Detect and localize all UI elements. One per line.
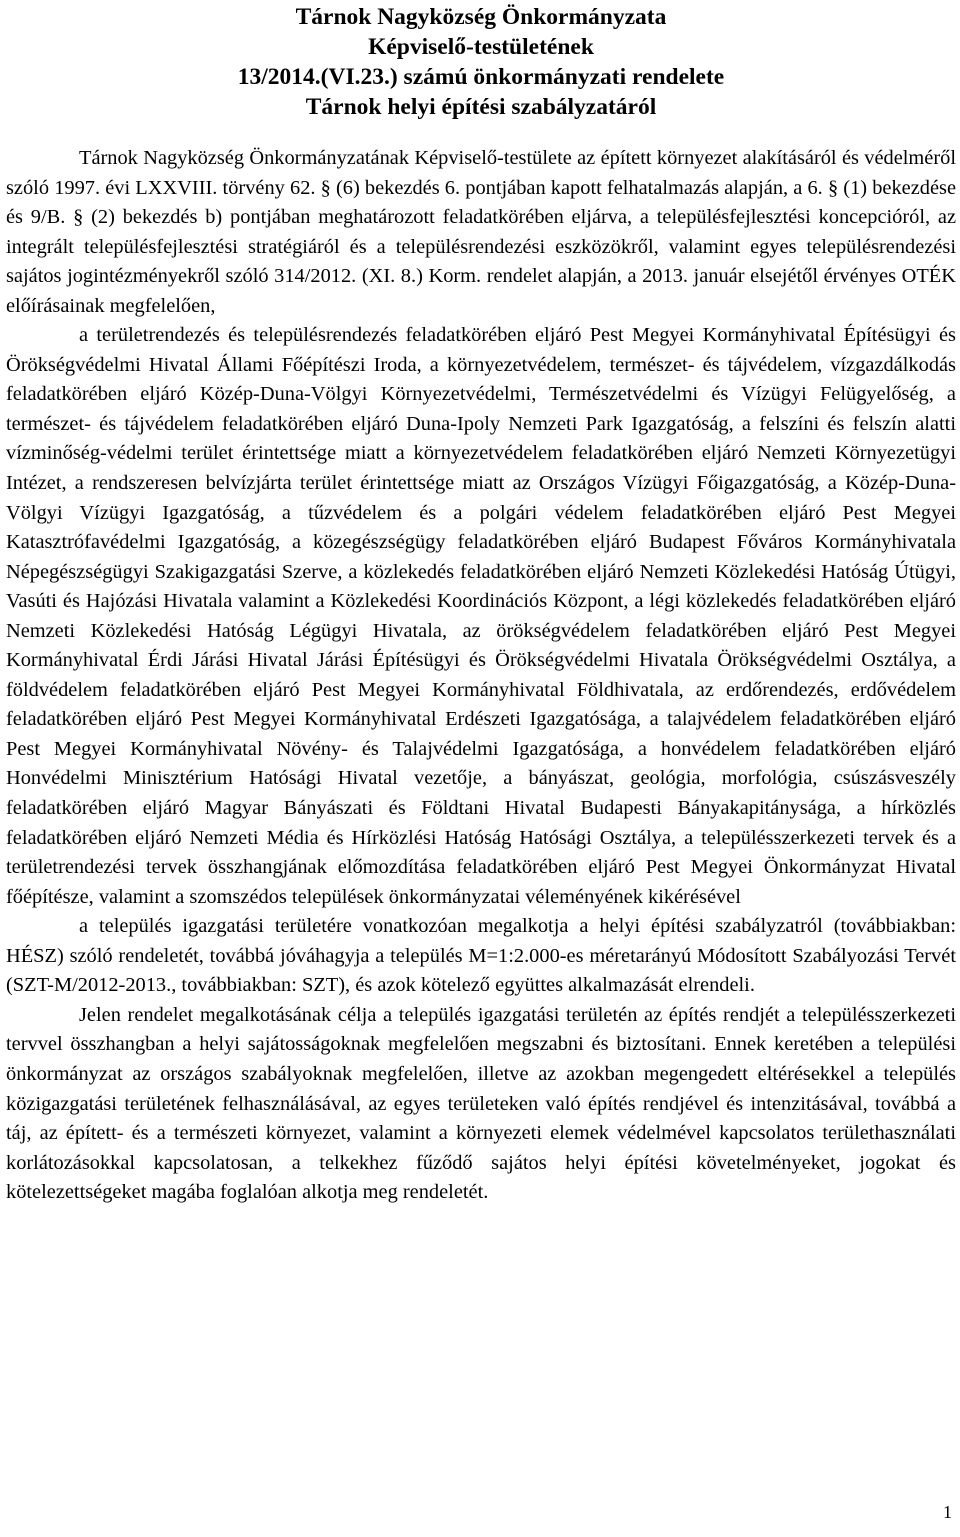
document-body [6,144,956,1208]
title-line-3: 13/2014.(VI.23.) számú önkormányzati rendelete [237,64,725,90]
page-number: 1 [943,1502,952,1522]
preamble-paragraph: Tárnok Nagyközség Önkormányzatának Képviselő-testülete az épített környezet alakításáról és védelméről szóló 1997. évi LXXVIII. törvény 62. § (6) bekezdés 6. pontjában kapott felhatalmazás alapján, a 6. § (1) bekezdése és 9/B. § (2) bekezdés b) pontjában meghatározott feladatkörében eljárva, a településfejlesztési koncepcióról, az integrált településfejlesztési stratégiáról és a településrendezési eszközökről, valamint egyes településrendezési sajátos jogintézményekről szóló 314/2012. (XI. 8.) Korm. rendelet alapján, a 2013. január elsejétől érvényes OTÉK előírásainak megfelelően, [6,147,956,317]
title-line-2: Képviselő-testületének [368,34,594,60]
authorities-paragraph: a területrendezés és településrendezés feladatkörében eljáró Pest Megyei Kormányhivatal Építésügyi és Örökségvédelmi Hivatal Állami Főépítészi Iroda, a környezetvédelem, természet- és tájvédelem, vízgazdálkodás feladatkörében eljáró Közép-Duna-Völgyi Környezetvédelmi, Természetvédelmi és Vízügyi Felügyelőség, a természet- és tájvédelem feladatkörében eljáró Duna-Ipoly Nemzeti Park Igazgatóság, a felszíni és felszín alatti vízminőség-védelmi terület érintettsége miatt a környezetvédelem feladatkörében eljáró Nemzeti Környezetügyi Intézet, a rendszeresen belvízjárta terület érintettsége miatt az Országos Vízügyi Főigazgatóság, a Közép-Duna-Völgyi Vízügyi Igazgatóság, a tűzvédelem és a polgári védelem feladatkörében eljáró Pest Megyei Katasztrófavédelmi Igazgatóság, a közegészségügy feladatkörében eljáró Budapest Főváros Kormányhivatala Népegészségügyi Szakigazgatási Szerve, a közlekedés feladatkörében eljáró Nemzeti Közlekedési Hatóság Útügyi, Vasúti és Hajózási Hivatala valamint a Közlekedési Koordinációs Központ, a légi közlekedés feladatkörében eljáró Nemzeti Közlekedési Hatóság Légügyi Hivatala, az örökségvédelem feladatkörében eljáró Pest Megyei Kormányhivatal Érdi Járási Hivatal Járási Építésügyi és Örökségvédelmi Hivatala Örökségvédelmi Osztálya, a földvédelem feladatkörében eljáró Pest Megyei Kormányhivatal Földhivatala, az erdőrendezés, erdővédelem feladatkörében eljáró Pest Megyei Kormányhivatal Erdészeti Igazgatósága, a talajvédelem feladatkörében eljáró Pest Megyei Kormányhivatal Növény- és Talajvédelmi Igazgatósága, a honvédelem feladatkörében eljáró Honvédelmi Minisztérium Hatósági Hivatal vezetője, a bányászat, geológia, morfológia, csúszásveszély feladatkörében eljáró Magyar Bányászati és Földtani Hivatal Budapesti Bányakapitánysága, a hírközlés feladatkörében eljáró Nemzeti Média és Hírközlési Hatóság Hatósági Osztálya, a településszerkezeti tervek és a területrendezési tervek összhangjának előmozdítása feladatkörében eljáró Pest Megyei Önkormányzat Hivatal főépítésze, valamint a szomszédos települések önkormányzatai véleményének kikérésével [6,324,956,908]
purpose-paragraph: Jelen rendelet megalkotásának célja a település igazgatási területén az építés rendjét a településszerkezeti tervvel összhangban a helyi sajátosságoknak megfelelően megszabni és biztosítani. Ennek keretében a települési önkormányzat az országos szabályoknak megfelelően, illetve az azokban megengedett eltérésekkel a település közigazgatási területének felhasználásával, az egyes területeken való építés rendjével és intenzitásával, továbbá a táj, az épített- és a természeti környezet, valamint a környezeti elemek védelmével kapcsolatos területhasználati korlátozásokkal kapcsolatosan, a telkekhez fűződő sajátos helyi építési követelményeket, jogokat és kötelezettségeket magába foglalóan alkotja meg rendeletét. [6,1003,956,1204]
enactment-paragraph: a település igazgatási területére vonatkozóan megalkotja a helyi építési szabályzatról (továbbiakban: HÉSZ) szóló rendeletét, továbbá jóváhagyja a település M=1:2.000-es méretarányú Módosított Szabályozási Tervét (SZT-M/2012-2013., továbbiakban: SZT), és azok kötelező együttes alkalmazását elrendeli. [6,915,956,997]
title-line-4: Tárnok helyi építési szabályzatáról [305,94,657,120]
page-content [6,0,956,1208]
title-line-1: Tárnok Nagyközség Önkormányzata [295,4,667,30]
document-title [6,2,956,122]
